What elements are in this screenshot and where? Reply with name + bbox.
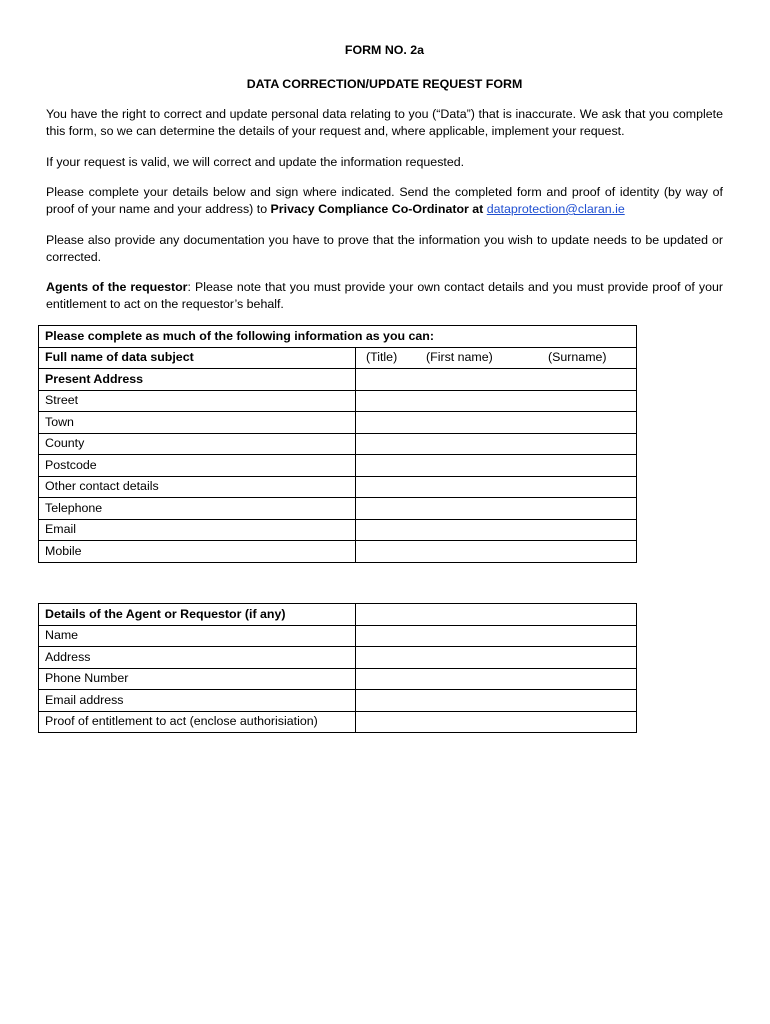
table-row	[39, 604, 637, 626]
intro-paragraph-valid: If your request is valid, we will correct and update the information requested.	[46, 155, 465, 169]
table-row	[39, 541, 637, 563]
subject-table-heading: Please complete as much of the following information as you can:	[39, 326, 637, 348]
street-field[interactable]	[356, 390, 637, 412]
telephone-field[interactable]	[356, 498, 637, 520]
form-number: FORM NO. 2a	[344, 43, 425, 57]
agent-heading-field[interactable]	[356, 604, 637, 626]
postcode-field[interactable]	[356, 455, 637, 477]
agent-proof-label: Proof of entitlement to act (enclose authorisiation)	[39, 711, 356, 733]
agent-name-field[interactable]	[356, 625, 637, 647]
table-row	[39, 498, 637, 520]
table-row	[39, 326, 637, 348]
table-row	[39, 476, 637, 498]
town-field[interactable]	[356, 412, 637, 434]
town-label: Town	[39, 412, 356, 434]
table-row	[39, 455, 637, 477]
name-surname-hint: (Surname)	[548, 350, 607, 365]
agents-label: Agents of the requestor	[46, 280, 188, 294]
table-row	[39, 668, 637, 690]
full-name-field[interactable]	[356, 347, 637, 369]
table-row	[39, 690, 637, 712]
intro-paragraph-documentation: Please also provide any documentation you have to prove that the information you wish to update needs to be updated or corrected.	[46, 233, 723, 264]
email-field[interactable]	[356, 519, 637, 541]
agent-address-field[interactable]	[356, 647, 637, 669]
telephone-label: Telephone	[39, 498, 356, 520]
intro-paragraph-rights: You have the right to correct and update personal data relating to you (“Data”) that is inaccurate. We ask that you complete this form, so we can determine the details of your request and, where applicable, implement your request.	[46, 107, 723, 138]
table-row	[39, 347, 637, 369]
mobile-field[interactable]	[356, 541, 637, 563]
table-row	[39, 369, 637, 391]
form-title: DATA CORRECTION/UPDATE REQUEST FORM	[246, 77, 523, 91]
table-row	[39, 625, 637, 647]
county-field[interactable]	[356, 433, 637, 455]
table-row	[39, 412, 637, 434]
agents-text: : Please note that you must provide your own contact details and you must provide proof of your entitlement to act on the requestor’s behalf.	[46, 280, 723, 311]
full-name-label: Full name of data subject	[39, 347, 356, 369]
agent-table-heading: Details of the Agent or Requestor (if any)	[39, 604, 356, 626]
agent-table	[38, 603, 637, 733]
mobile-label: Mobile	[39, 541, 356, 563]
agent-phone-field[interactable]	[356, 668, 637, 690]
intro-paragraph-agents	[46, 279, 723, 313]
other-contact-label: Other contact details	[39, 476, 356, 498]
contact-email-link[interactable]: dataprotection@claran.ie	[486, 202, 625, 216]
intro-paragraph-send	[46, 184, 723, 218]
other-contact-field[interactable]	[356, 476, 637, 498]
agent-name-label: Name	[39, 625, 356, 647]
coordinator-label: Privacy Compliance Co-Ordinator at	[270, 202, 484, 216]
agent-email-field[interactable]	[356, 690, 637, 712]
agent-proof-field[interactable]	[356, 711, 637, 733]
agent-address-label: Address	[39, 647, 356, 669]
postcode-label: Postcode	[39, 455, 356, 477]
agent-phone-label: Phone Number	[39, 668, 356, 690]
agent-email-label: Email address	[39, 690, 356, 712]
name-first-hint: (First name)	[426, 350, 493, 365]
table-row	[39, 647, 637, 669]
present-address-field[interactable]	[356, 369, 637, 391]
table-row	[39, 390, 637, 412]
street-label: Street	[39, 390, 356, 412]
send-instructions-text: Please complete your details below and sign where indicated. Send the completed form and proof of identity (by way of proof of your name and your address) to	[46, 185, 723, 216]
county-label: County	[39, 433, 356, 455]
table-row	[39, 433, 637, 455]
table-row	[39, 519, 637, 541]
table-row	[39, 711, 637, 733]
name-title-hint: (Title)	[366, 350, 398, 365]
email-label: Email	[39, 519, 356, 541]
present-address-label: Present Address	[39, 369, 356, 391]
data-subject-table	[38, 325, 637, 563]
